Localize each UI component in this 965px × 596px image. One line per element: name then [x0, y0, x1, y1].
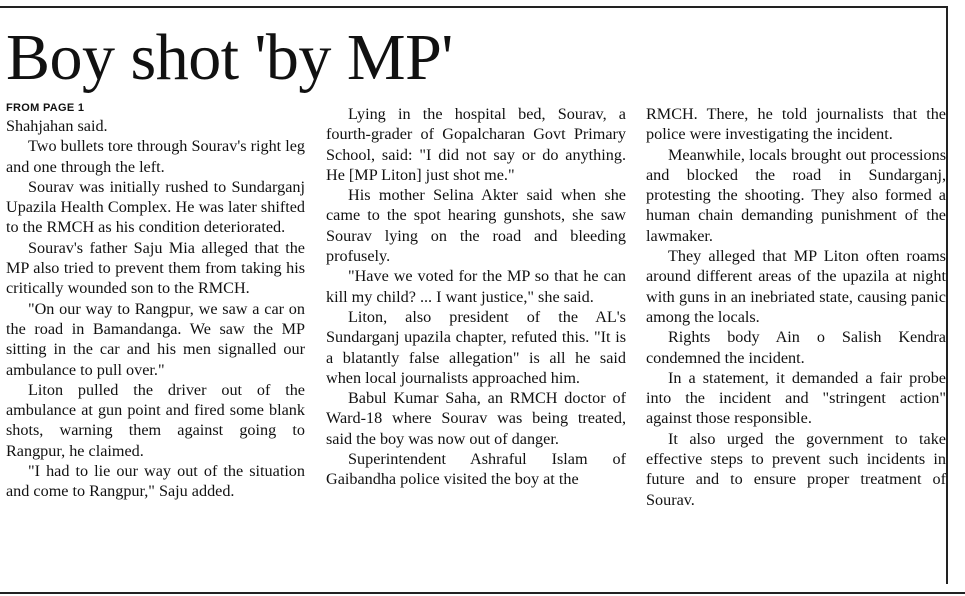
paragraph: It also urged the government to take effective steps to prevent such incidents in future and to ensure proper treatment of Sourav.	[646, 429, 946, 509]
column-1	[6, 100, 305, 502]
bottom-rule	[0, 592, 965, 594]
column-3	[646, 104, 946, 510]
paragraph: "Have we voted for the MP so that he can kill my child? ... I want justice," she said.	[326, 267, 626, 306]
column-2	[326, 104, 626, 490]
paragraph: Sourav's father Saju Mia alleged that the MP also tried to prevent them from taking his critically wounded son to the RMCH.	[6, 238, 305, 298]
paragraph: Superintendent Ashraful Islam of Gaibandha police visited the boy at the	[326, 450, 626, 489]
top-rule	[0, 6, 946, 8]
paragraph: "On our way to Rangpur, we saw a car on the road in Bamandanga. We saw the MP sitting in the car and his men signalled our ambulance to pull over."	[6, 299, 305, 379]
paragraph: They alleged that MP Liton often roams around different areas of the upazila at night with guns in an inebriated state, causing panic among the locals.	[646, 247, 946, 326]
paragraph: Lying in the hospital bed, Sourav, a fourth-grader of Gopalcharan Govt Primary School, said: "I did not say or do anything. He [MP Liton] just shot me."	[326, 105, 626, 184]
headline: Boy shot 'by MP'	[6, 21, 453, 94]
paragraph: In a statement, it demanded a fair probe into the incident and "stringent action" against those responsible.	[646, 368, 946, 428]
paragraph: Babul Kumar Saha, an RMCH doctor of Ward-18 where Sourav was being treated, said the boy was now out of danger.	[326, 389, 626, 448]
right-rule	[946, 6, 948, 584]
paragraph: RMCH. There, he told journalists that the police were investigating the incident.	[646, 105, 946, 144]
paragraph: Liton pulled the driver out of the ambulance at gun point and fired some blank shots, warning them against going to Rangpur, he claimed.	[6, 380, 305, 460]
paragraph: "I had to lie our way out of the situation and come to Rangpur," Saju added.	[6, 462, 305, 501]
paragraph: His mother Selina Akter said when she came to the spot hearing gunshots, she saw Sourav lying on the road and bleeding profusely.	[326, 186, 626, 266]
paragraph: Sourav was initially rushed to Sundarganj Upazila Health Complex. He was later shifted to the RMCH as his condition deteriorated.	[6, 177, 305, 237]
paragraph: Shahjahan said.	[6, 117, 108, 135]
paragraph: Meanwhile, locals brought out processions and blocked the road in Sundarganj, protesting the shooting. They also formed a human chain demanding punishment of the lawmaker.	[646, 145, 946, 245]
paragraph: Rights body Ain o Salish Kendra condemned the incident.	[646, 328, 946, 367]
kicker: FROM PAGE 1	[6, 102, 85, 114]
paragraph: Liton, also president of the AL's Sundarganj upazila chapter, refuted this. "It is a blatantly false allegation" is all he said when local journalists approached him.	[326, 307, 626, 387]
paragraph: Two bullets tore through Sourav's right leg and one through the left.	[6, 137, 305, 176]
